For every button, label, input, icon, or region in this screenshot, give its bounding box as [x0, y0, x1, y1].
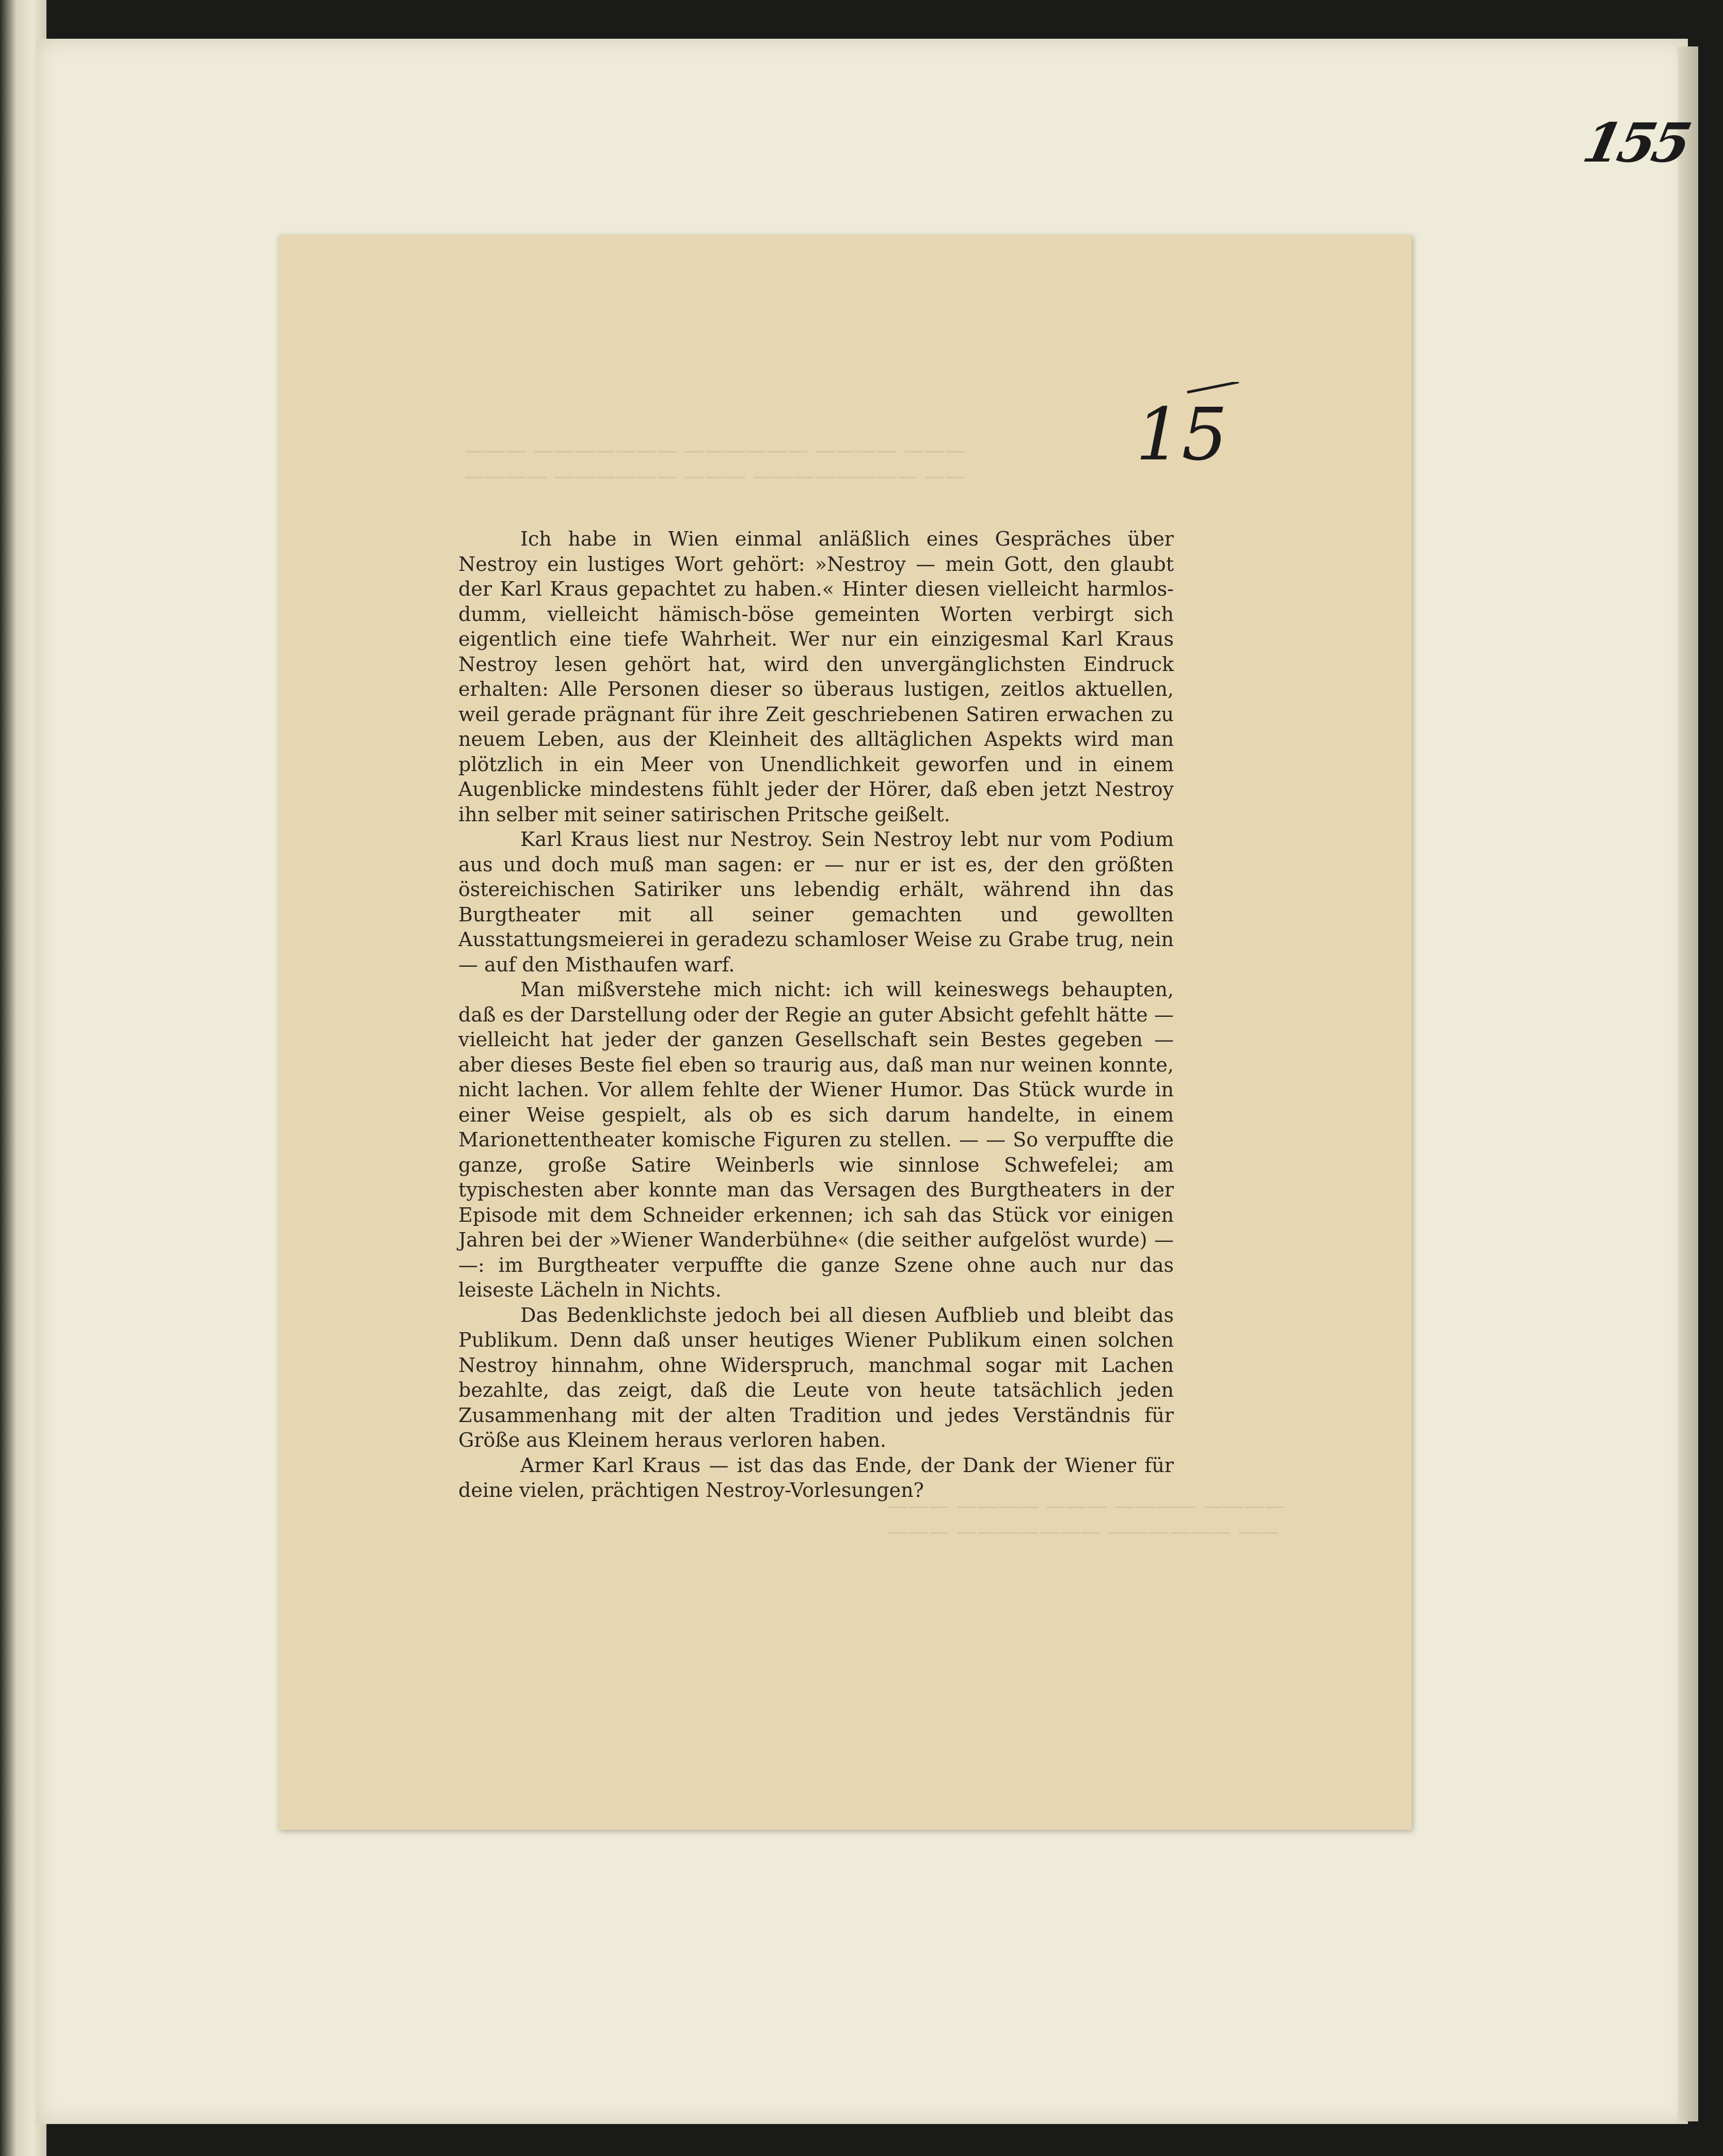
reverse-show-through: ———— —————— ——— ———————— —— [465, 465, 966, 488]
album-page-edge [1678, 46, 1698, 2121]
reverse-show-through: ——— ———— ——— ———— ———— [888, 1494, 1286, 1518]
reverse-show-through: ——— ——————— —————— ———— ——— [465, 439, 966, 462]
article-paragraph: Armer Karl Kraus — ist das das Ende, der Dank der Wiener für deine vielen, prächtigen Nestroy-Vorlesungen? [458, 1454, 1174, 1502]
article-paragraph: Karl Kraus liest nur Nestroy. Sein Nestroy lebt nur vom Podium aus und doch muß man sagen: er — nur er ist es, der den größten östereichischen Satiriker uns lebendig erhält, während ihn das Burgtheater mit all seiner gemachten und gewollten Ausstattungsmeierei in geradezu schamloser Weise zu Grabe trug, nein — auf den Misthaufen warf. [458, 828, 1174, 976]
handwritten-mark-text: 15 [1136, 393, 1228, 475]
article-paragraph: Das Bedenklichste jedoch bei all diesen Aufblieb und bleibt das Publikum. Denn daß unser heutiges Wiener Publikum einen solchen Nestroy hinnahm, ohne Widerspruch, manchmal sogar mit Lachen bezahlte, das zeigt, daß die Leute von heute tatsächlich jeden Zusammenhang mit der alten Tradition und jedes Verständnis für Größe aus Kleinem heraus verloren haben. [458, 1303, 1174, 1451]
page-number: 155 [1577, 111, 1694, 174]
article-paragraph: Ich habe in Wien einmal anläßlich eines Gespräches über Nestroy ein lustiges Wort gehört: »Nestroy — mein Gott, den glaubt der Karl Kraus gepachtet zu haben.« Hinter diesen vielleicht harmlos-dumm, vielleicht hämisch-böse gemeinten Worten verbirgt sich eigentlich eine tiefe Wahrheit. Wer nur ein einzigesmal Karl Kraus Nestroy lesen gehört hat, wird den unvergänglichsten Eindruck erhalten: Alle Personen dieser so überaus lustigen, zeitlos aktuellen, weil gerade prägnant für ihre Zeit geschriebenen Satiren erwachen zu neuem Leben, aus der Kleinheit des alltäglichen Aspekts wird man plötzlich in ein Meer von Unendlichkeit geworfen und in einem Augenblicke mindestens fühlt jeder der Hörer, daß eben jetzt Nestroy ihn selber mit seiner satirischen Pritsche geißelt. [458, 528, 1174, 826]
article-paragraph: Man mißverstehe mich nicht: ich will keineswegs behaupten, daß es der Darstellung oder der Regie an guter Absicht gefehlt hätte — vielleicht hat jeder der ganzen Gesellschaft sein Bestes gegeben — aber dieses Beste fiel eben so traurig aus, daß man nur weinen konnte, nicht lachen. Vor allem fehlte der Wiener Humor. Das Stück wurde in einer Weise gespielt, als ob es sich darum handelte, in einem Marionettentheater komische Figuren zu stellen. — — So verpuffte die ganze, große Satire Weinberls wie sinnlose Schwefelei; am typischesten aber konnte man das Versagen des Burgtheaters in der Episode mit dem Schneider erkennen; ich sah das Stück vor einigen Jahren bei der »Wiener Wanderbühne« (die seither aufgelöst wurde) — —: im Burgtheater verpuffte die ganze Szene ohne auch nur das leiseste Lächeln in Nichts. [458, 978, 1174, 1301]
reverse-show-through: ——— ——————— —————— —— [888, 1520, 1280, 1544]
article-text [458, 526, 1174, 1503]
pencil-stroke [1187, 382, 1239, 392]
handwritten-mark [1136, 382, 1249, 475]
